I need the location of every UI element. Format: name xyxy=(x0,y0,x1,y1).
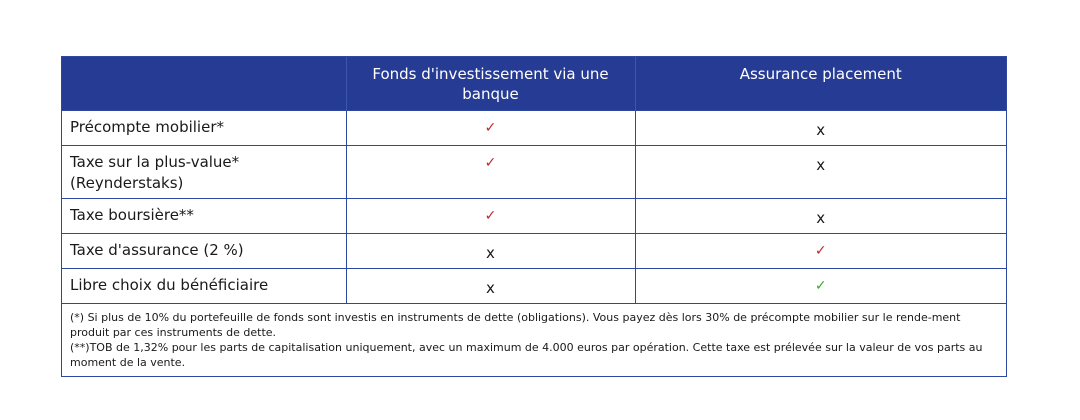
cross-icon: x xyxy=(486,279,495,297)
footnote-row xyxy=(62,304,1006,377)
cross-icon: x xyxy=(816,209,826,227)
row-label-plus-value-line2: (Reynderstaks) xyxy=(70,174,184,192)
footnote-2: (**)TOB de 1,32% pour les parts de capitalisation uniquement, avec un maximum de 4.000 euros par opération. Cette taxe est prélevée sur la valeur de vos parts au moment de la vente. xyxy=(70,341,983,369)
header-fonds: Fonds d'investissement via une banque xyxy=(346,57,635,111)
assurance-cell xyxy=(635,234,1006,269)
row-label-precompte: Précompte mobilier* xyxy=(62,111,346,146)
check-icon: ✓ xyxy=(814,243,827,259)
table-row xyxy=(62,199,1006,234)
assurance-cell xyxy=(635,199,1006,234)
table-row xyxy=(62,146,1006,199)
check-icon: ✓ xyxy=(484,120,497,136)
check-icon: ✓ xyxy=(484,155,497,171)
cross-icon: x xyxy=(486,244,495,262)
fonds-cell xyxy=(346,199,635,234)
comparison-table-container xyxy=(61,56,1007,377)
fonds-cell xyxy=(346,146,635,199)
table-row xyxy=(62,234,1006,269)
assurance-cell xyxy=(635,111,1006,146)
footnote-cell xyxy=(62,304,1006,377)
assurance-cell xyxy=(635,146,1006,199)
footnote-1: (*) Si plus de 10% du portefeuille de fonds sont investis en instruments de dette (obligations). Vous payez dès lors 30% de précompte mobilier sur le rende-ment produit par ces instruments de dette. xyxy=(70,311,961,339)
cross-icon: x xyxy=(816,156,826,174)
row-label-taxe-boursiere: Taxe boursière** xyxy=(62,199,346,234)
check-icon: ✓ xyxy=(484,208,497,224)
fonds-cell xyxy=(346,234,635,269)
fonds-cell xyxy=(346,269,635,304)
header-empty-cell xyxy=(62,57,346,111)
fonds-cell xyxy=(346,111,635,146)
row-label-plus-value-line1: Taxe sur la plus-value* xyxy=(70,153,240,171)
table-header-row xyxy=(62,57,1006,111)
cross-icon: x xyxy=(816,121,826,139)
assurance-cell xyxy=(635,269,1006,304)
check-icon: ✓ xyxy=(814,278,827,294)
row-label-plus-value xyxy=(62,146,346,199)
comparison-table xyxy=(62,57,1006,376)
header-assurance: Assurance placement xyxy=(635,57,1006,111)
row-label-taxe-assurance: Taxe d'assurance (2 %) xyxy=(62,234,346,269)
table-row xyxy=(62,111,1006,146)
table-row xyxy=(62,269,1006,304)
row-label-libre-choix: Libre choix du bénéficiaire xyxy=(62,269,346,304)
